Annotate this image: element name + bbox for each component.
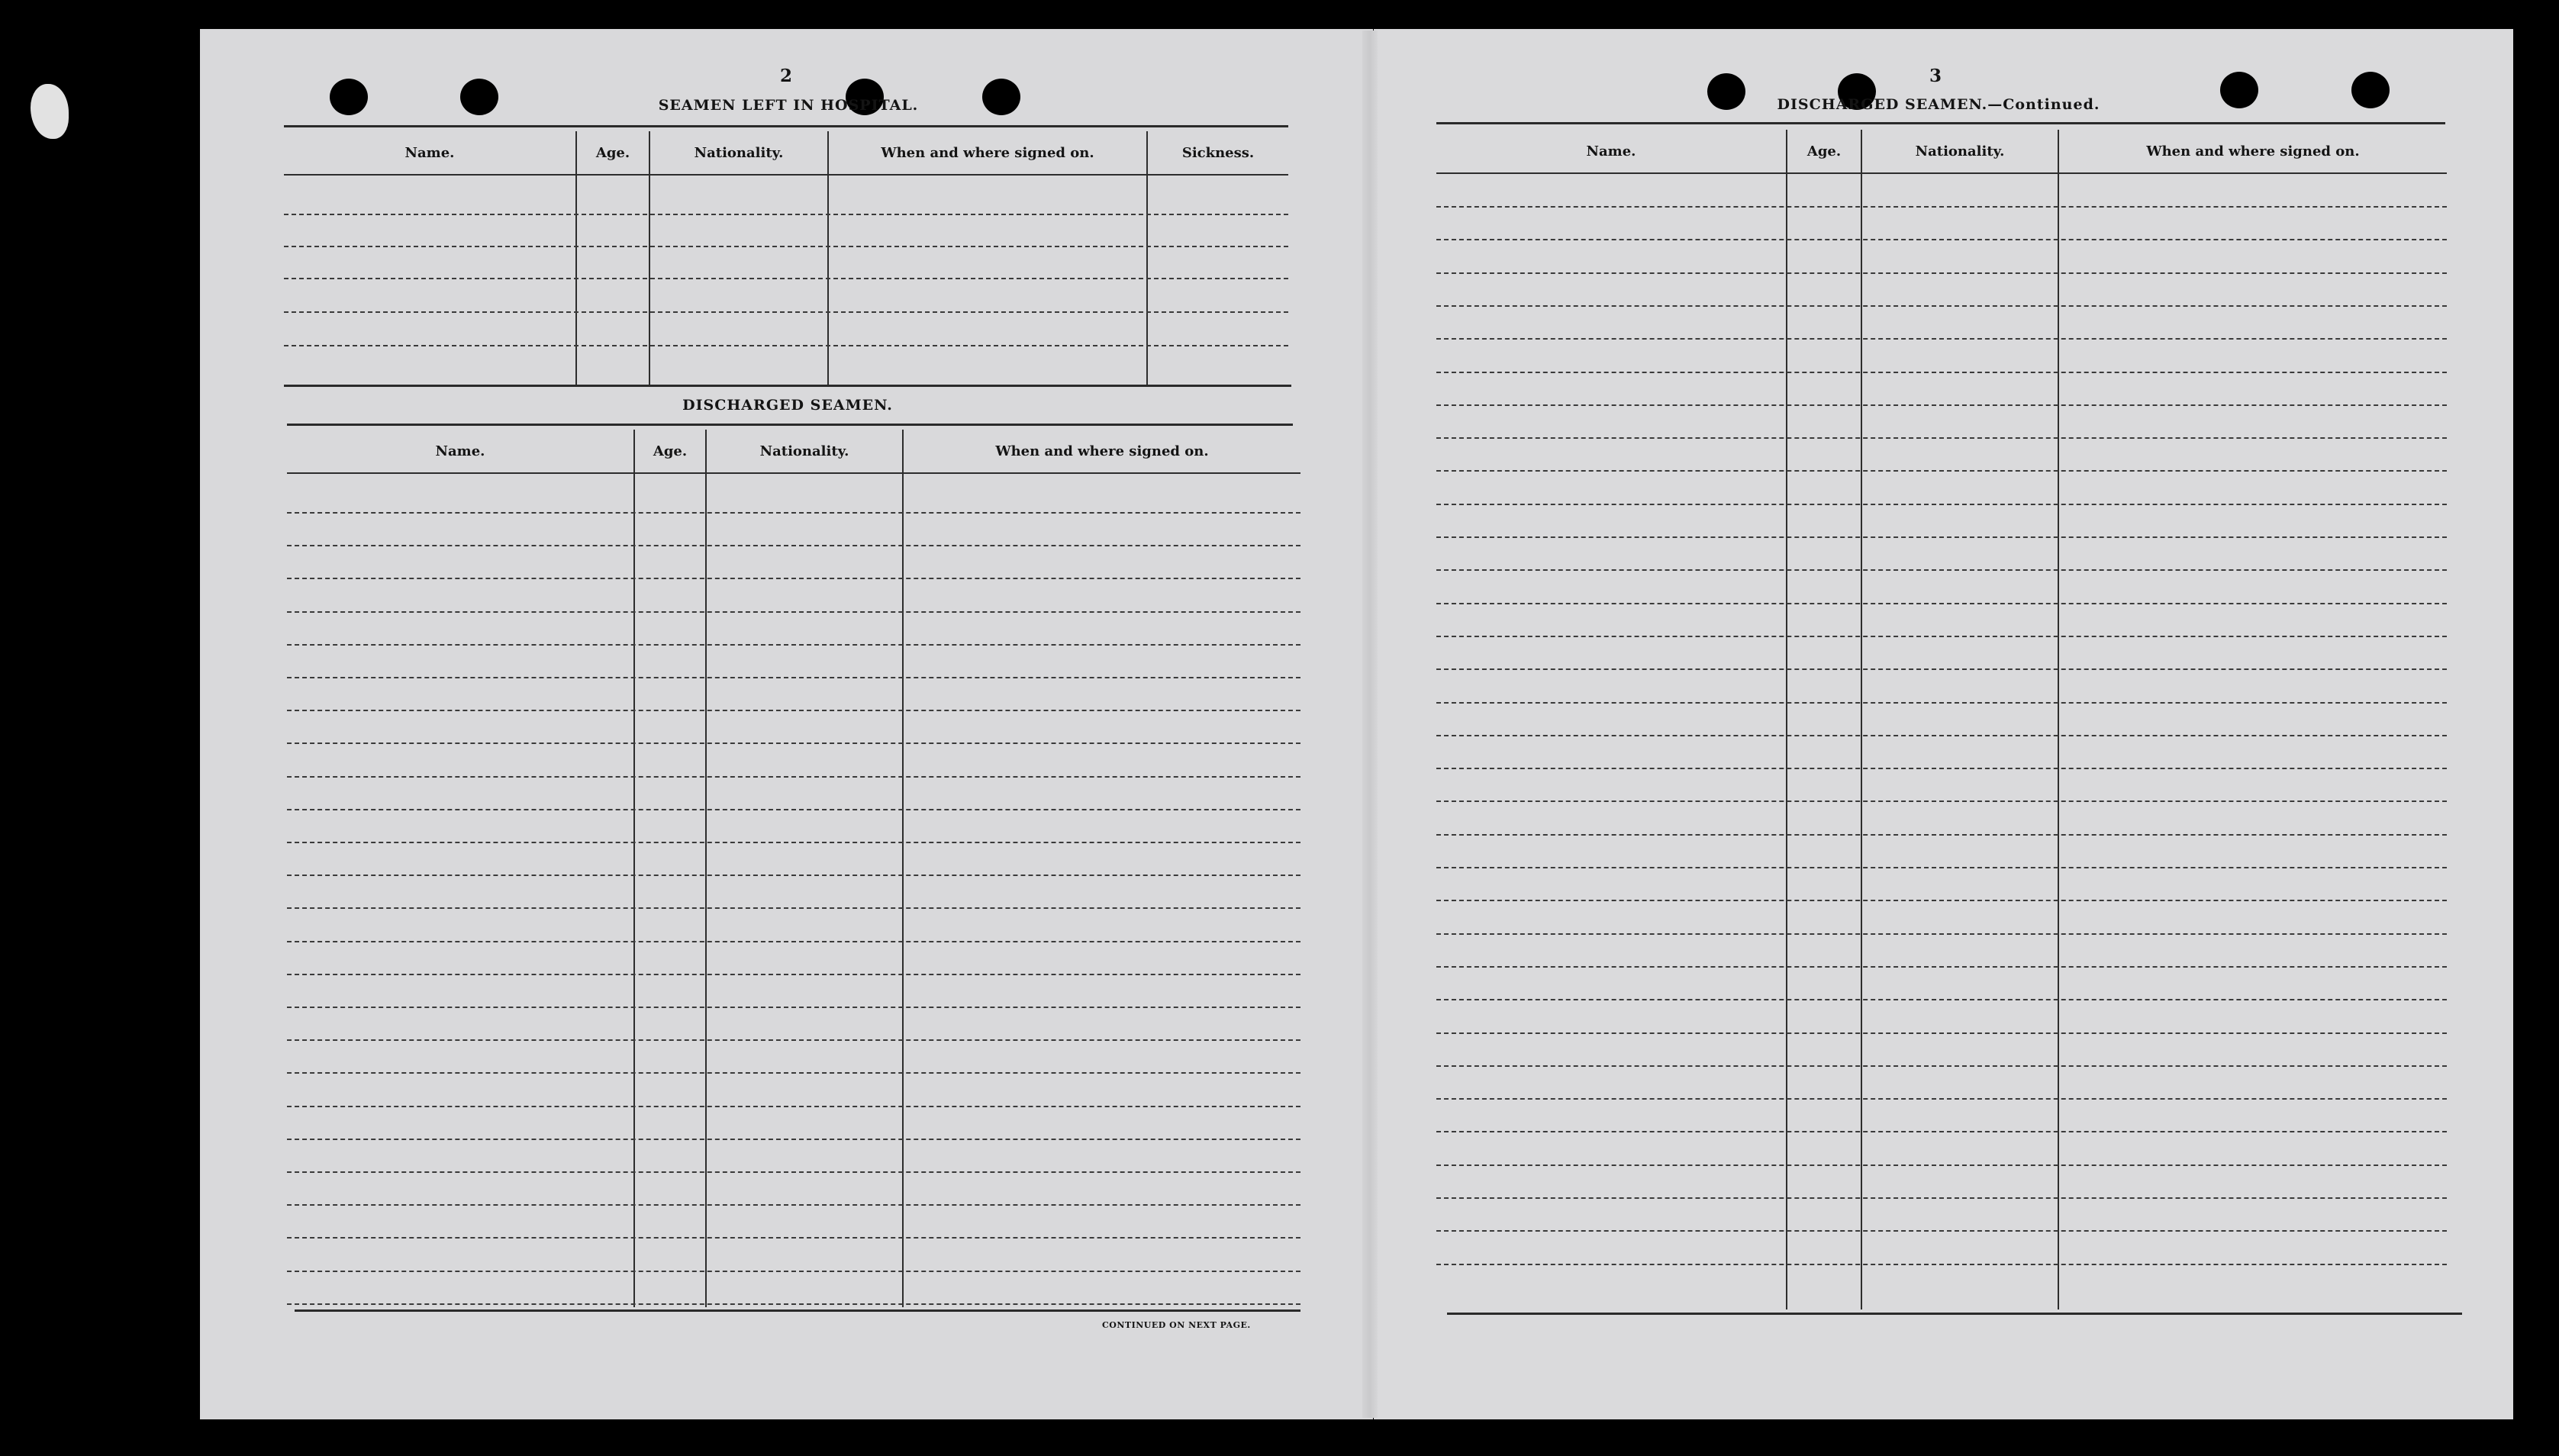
hospital-col-name <box>284 131 577 385</box>
table-row <box>1436 504 2447 505</box>
discharged-top-rule <box>287 424 1293 426</box>
table-row <box>1436 239 2447 240</box>
table-row <box>287 644 1300 646</box>
column-header: Nationality. <box>707 430 902 474</box>
table-row <box>287 1106 1300 1107</box>
table-row <box>1436 372 2447 373</box>
table-row <box>287 1072 1300 1074</box>
table-row <box>1436 999 2447 1000</box>
table-row <box>287 512 1300 514</box>
hospital-col-age <box>577 131 650 385</box>
table-row <box>287 578 1300 579</box>
column-header: Age. <box>635 430 705 474</box>
table-row <box>1436 1230 2447 1232</box>
column-header: Name. <box>287 430 633 474</box>
table-row <box>1436 800 2447 802</box>
table-row <box>1436 1098 2447 1100</box>
discharged-col-age <box>635 430 707 1307</box>
column-header: Sickness. <box>1148 131 1288 176</box>
column-header: Age. <box>1787 130 1861 174</box>
page-gutter <box>1362 31 1378 1418</box>
column-header: Name. <box>284 131 575 176</box>
punch-hole <box>1707 73 1745 110</box>
table-row <box>1436 933 2447 935</box>
column-header: Name. <box>1436 130 1786 174</box>
continued-note: CONTINUED ON NEXT PAGE. <box>1102 1320 1251 1330</box>
table-row <box>1436 338 2447 340</box>
table-row <box>1436 206 2447 208</box>
table-row <box>284 214 1288 215</box>
table-row <box>287 742 1300 744</box>
hospital-col-sickness <box>1148 131 1288 385</box>
hospital-bottom-rule <box>284 385 1291 387</box>
table-row <box>284 311 1288 313</box>
column-header: Nationality. <box>650 131 827 176</box>
table-row <box>287 809 1300 810</box>
table-row <box>287 1139 1300 1140</box>
discharged-col-nationality <box>707 430 904 1307</box>
table-row <box>287 1039 1300 1041</box>
table-row <box>1436 867 2447 868</box>
table-row <box>284 278 1288 279</box>
table-row <box>287 1303 1300 1305</box>
table-row <box>287 611 1300 613</box>
discharged-continued-title: DISCHARGED SEAMEN.—Continued. <box>1777 96 2100 113</box>
table-row <box>1436 735 2447 736</box>
table-row <box>284 246 1288 247</box>
table-row <box>287 875 1300 876</box>
table-row <box>1436 1264 2447 1265</box>
table-row <box>287 710 1300 711</box>
column-header: When and where signed on. <box>2059 130 2447 174</box>
discharged-section-title: DISCHARGED SEAMEN. <box>682 397 893 414</box>
discharged-col-name <box>287 430 635 1307</box>
table-row <box>1436 404 2447 406</box>
punch-hole <box>2220 72 2258 108</box>
column-header: When and where signed on. <box>829 131 1146 176</box>
hospital-col-signed-on <box>829 131 1148 385</box>
table-row <box>287 677 1300 678</box>
discharged-table-right <box>1436 130 2447 1309</box>
table-row <box>287 1171 1300 1173</box>
right-bottom-rule <box>1447 1313 2462 1315</box>
table-row <box>1436 470 2447 472</box>
table-row <box>287 1271 1300 1272</box>
table-row <box>287 974 1300 975</box>
table-row <box>1436 668 2447 670</box>
table-row <box>1436 1197 2447 1199</box>
table-row <box>287 842 1300 843</box>
table-row <box>1436 966 2447 968</box>
table-row <box>1436 1065 2447 1067</box>
column-header: Age. <box>577 131 649 176</box>
punch-hole <box>330 79 368 115</box>
discharged-bottom-rule <box>295 1309 1300 1312</box>
column-header: Nationality. <box>1862 130 2058 174</box>
table-row <box>1436 569 2447 571</box>
table-row <box>1436 834 2447 836</box>
punch-hole <box>982 79 1020 115</box>
hospital-table <box>284 131 1288 385</box>
table-row <box>1436 536 2447 538</box>
hospital-section-title: SEAMEN LEFT IN HOSPITAL. <box>658 97 919 114</box>
table-row <box>1436 272 2447 274</box>
table-row <box>287 941 1300 942</box>
punch-hole <box>2351 72 2390 108</box>
hospital-top-rule <box>284 125 1288 127</box>
page-number-left: 2 <box>779 66 792 86</box>
table-row <box>287 1007 1300 1008</box>
margin-stain <box>31 84 69 139</box>
table-row <box>1436 636 2447 637</box>
punch-hole <box>460 79 498 115</box>
table-row <box>1436 702 2447 704</box>
table-row <box>287 1237 1300 1239</box>
table-row <box>1436 900 2447 901</box>
table-row <box>287 1204 1300 1206</box>
table-row <box>284 345 1288 346</box>
right-top-rule <box>1436 122 2445 124</box>
discharged-table-left <box>287 430 1300 1307</box>
table-row <box>1436 305 2447 307</box>
table-row <box>1436 768 2447 769</box>
table-row <box>287 545 1300 546</box>
table-row <box>1436 1131 2447 1132</box>
column-header: When and where signed on. <box>904 430 1300 474</box>
discharged-col-signed-on <box>904 430 1300 1307</box>
table-row <box>1436 1164 2447 1166</box>
table-row <box>287 907 1300 909</box>
hospital-col-nationality <box>650 131 829 385</box>
table-row <box>1436 1032 2447 1034</box>
table-row <box>287 776 1300 778</box>
table-row <box>1436 437 2447 439</box>
table-row <box>1436 603 2447 604</box>
page-number-right: 3 <box>1929 66 1942 86</box>
